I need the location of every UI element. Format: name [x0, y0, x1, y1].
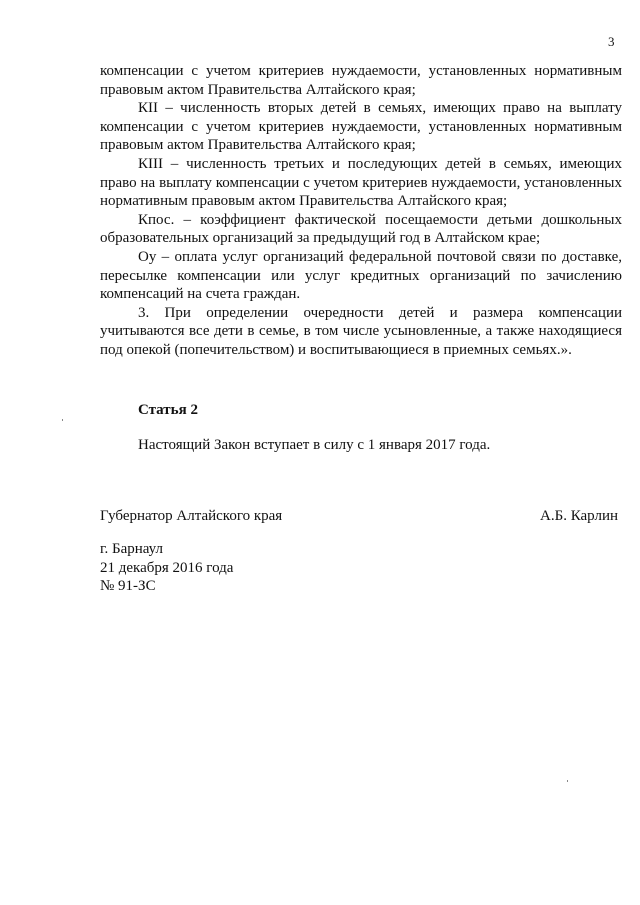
article-text: Настоящий Закон вступает в силу с 1 января 2017 года. — [138, 437, 491, 453]
signing-date: 21 декабря 2016 года — [100, 559, 234, 576]
paragraph-continuation: компенсации с учетом критериев нуждаемости, установленных нормативным правовым актом Правительства Алтайского края; — [100, 63, 622, 98]
scan-speck — [567, 780, 568, 782]
page-number: 3 — [608, 34, 615, 49]
paragraph-k3: КIII – численность третьих и последующих детей в семьях, имеющих право на выплату компенсации с учетом критериев нуждаемости, установленных нормативным правовым актом Правительства Алтайского края; — [100, 155, 622, 210]
city: г. Барнаул — [100, 541, 163, 557]
document-body — [100, 62, 622, 360]
paragraph-ou: Оу – оплата услуг организаций федеральной почтовой связи по доставке, пересылке компенсации или услуг кредитных организаций по зачислению компенсаций на счета граждан. — [100, 248, 622, 303]
paragraph-kpos: Кпос. – коэффициент фактической посещаемости детьми дошкольных образовательных организаций за предыдущий год в Алтайском крае; — [100, 211, 622, 247]
article-heading: Статья 2 — [138, 402, 198, 418]
scan-speck — [62, 419, 63, 421]
paragraph-item-3: 3. При определении очередности детей и размера компенсации учитываются все дети в семье, в том числе усыновленные, а также находящиеся под опекой (попечительством) и воспитывающиеся в приемных семьях.». — [100, 304, 622, 358]
place-date-block — [100, 540, 233, 596]
signatory-name: А.Б. Карлин — [540, 508, 619, 524]
paragraph-k2: КII – численность вторых детей в семьях, имеющих право на выплату компенсации с учетом критериев нуждаемости, установленных нормативным правовым актом Правительства Алтайского края; — [100, 100, 622, 154]
law-number: № 91-ЗС — [100, 578, 156, 594]
signatory-title: Губернатор Алтайского края — [100, 508, 283, 524]
